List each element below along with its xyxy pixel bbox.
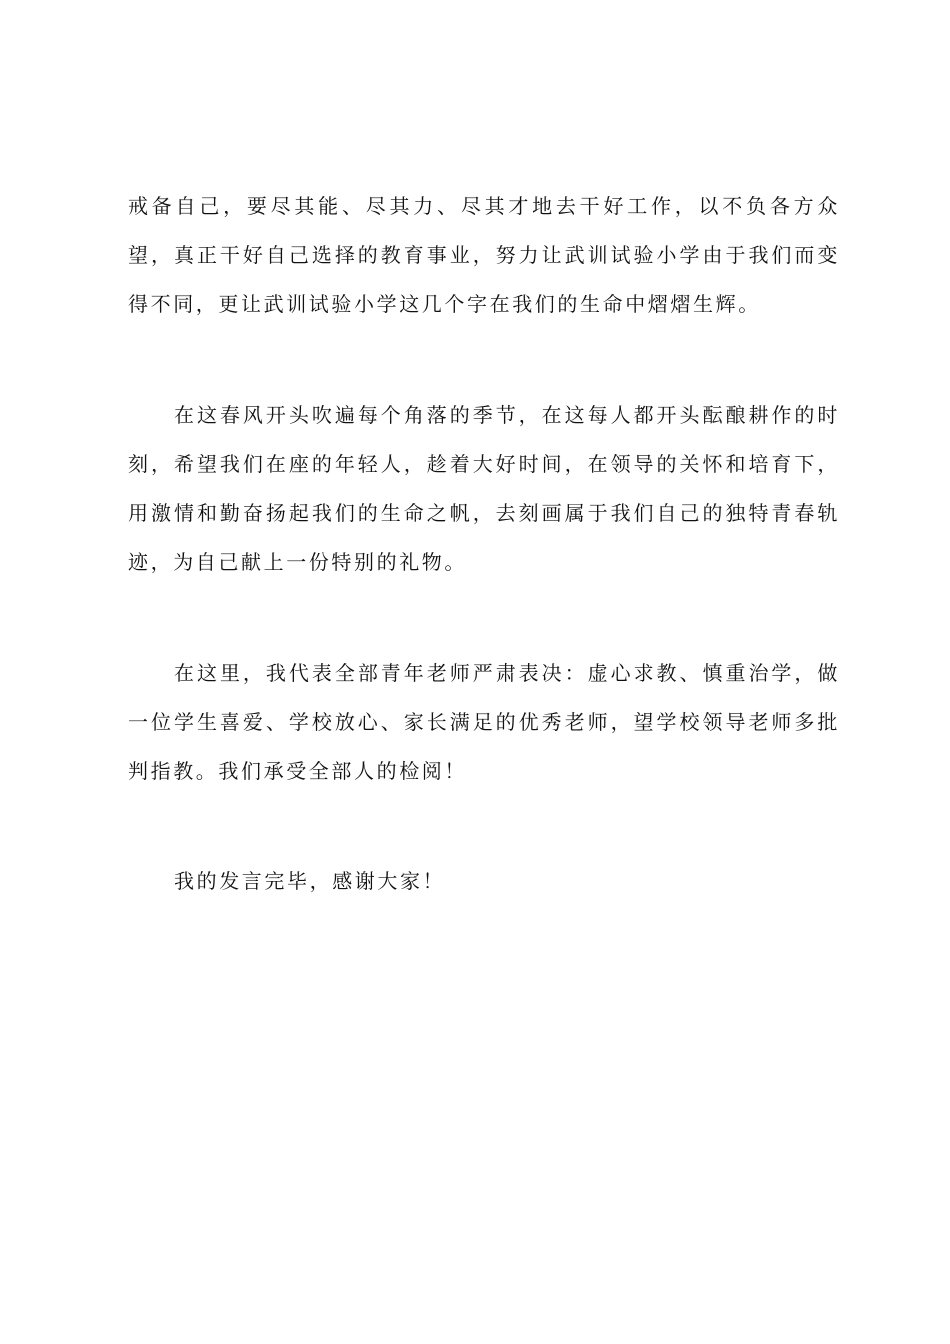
paragraph-spring-wish: 在这春风开头吹遍每个角落的季节，在这每人都开头酝酿耕作的时刻，希望我们在座的年轻人，趁着大好时间，在领导的关怀和培育下，用激情和勤奋扬起我们的生命之帆，去刻画属于我们自己的独特青春轨迹，为自己献上一份特别的礼物。 [128, 403, 840, 574]
paragraph-closing: 我的发言完毕，感谢大家！ [174, 869, 446, 893]
paragraph-pledge: 在这里，我代表全部青年老师严肃表决：虚心求教、慎重治学，做一位学生喜爱、学校放心、家长满足的优秀老师，望学校领导老师多批判指教。我们承受全部人的检阅！ [128, 661, 840, 783]
document-body [128, 182, 840, 906]
paragraph-continuation: 戒备自己，要尽其能、尽其力、尽其才地去干好工作，以不负各方众望，真正干好自己选择的教育事业，努力让武训试验小学由于我们而变得不同，更让武训试验小学这几个字在我们的生命中熠熠生辉。 [128, 194, 840, 316]
